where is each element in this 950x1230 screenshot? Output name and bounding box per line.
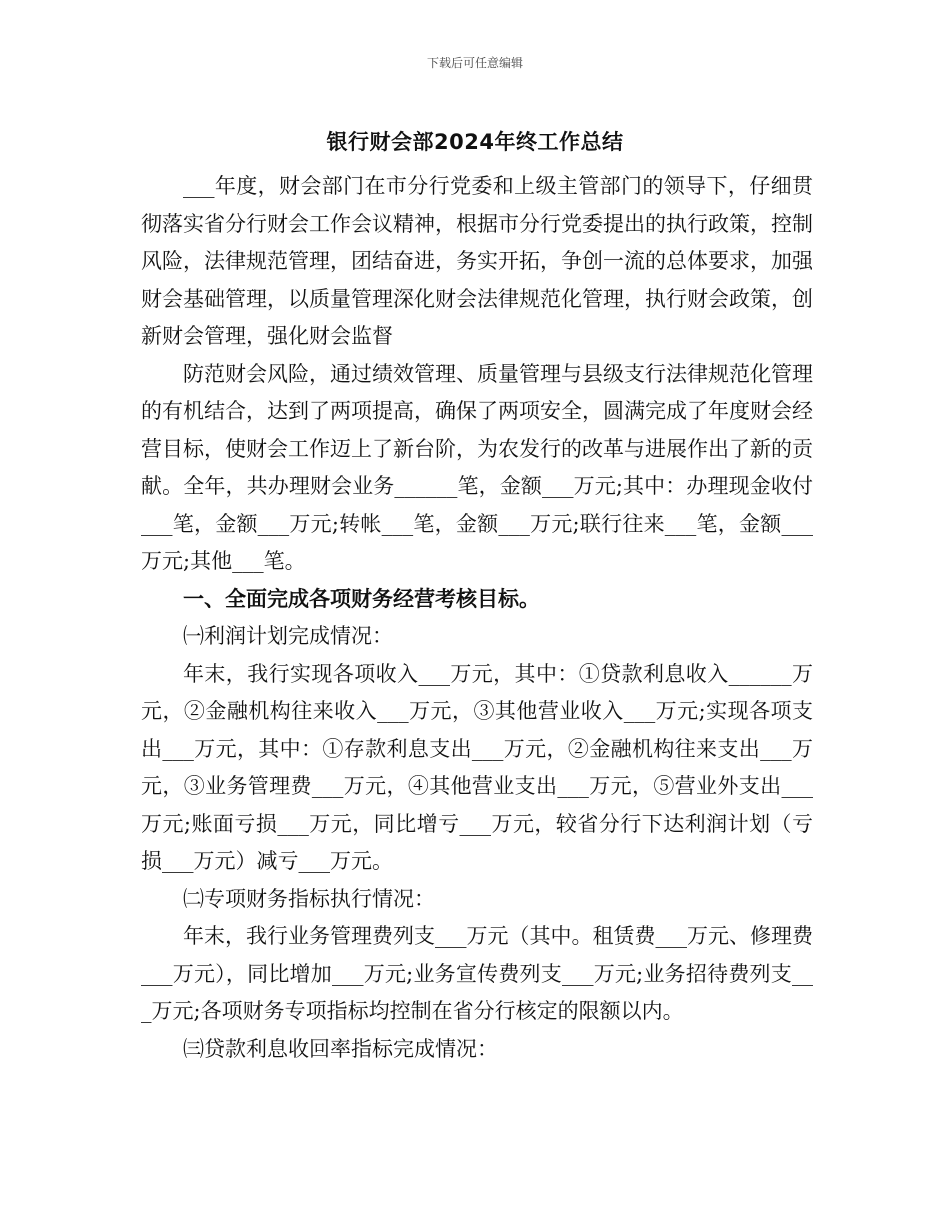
- subsection-heading-interest: ㈢贷款利息收回率指标完成情况：: [183, 1036, 498, 1061]
- subsection-heading-profit: ㈠利润计划完成情况：: [183, 624, 393, 648]
- section-heading: 一、全面完成各项财务经营考核目标。: [183, 586, 540, 611]
- paragraph-risk: 防范财会风险，通过绩效管理、质量管理与县级支行法律规范化管理的有机结合，达到了两项提高，确保了两项安全，圆满完成了年度财会经营目标，使财会工作迈上了新台阶，为农发行的改革与进展作出了新的贡献。全年，共办理财会业务______笔，金额___万元;其中：办理现金收付___笔，金额___万元;转帐___笔，金额___万元;联行往来___笔，金额___万元;其他___笔。: [141, 361, 813, 573]
- header-note: 下载后可任意编辑: [426, 56, 523, 70]
- paragraph-profit: 年末，我行实现各项收入___万元，其中：①贷款利息收入______万元，②金融机构往来收入___万元，③其他营业收入___万元;实现各项支出___万元，其中：①存款利息支出___万元，②金融机构往来支出___万元，③业务管理费___万元，④其他营业支出___万元，⑤营业外支出___万元;账面亏损___万元，同比增亏___万元，较省分行下达利润计划（亏损___万元）减亏___万元。: [141, 661, 813, 873]
- document-title: 银行财会部2024年终工作总结: [326, 130, 624, 154]
- paragraph-intro: ___年度，财会部门在市分行党委和上级主管部门的领导下，仔细贯彻落实省分行财会工作会议精神，根据市分行党委提出的执行政策，控制风险，法律规范管理，团结奋进，务实开拓，争创一流的总体要求，加强财会基础管理，以质量管理深化财会法律规范化管理，执行财会政策，创新财会管理，强化财会监督: [141, 174, 813, 348]
- subsection-heading-special: ㈡专项财务指标执行情况：: [183, 886, 435, 911]
- paragraph-special: 年末，我行业务管理费列支___万元（其中。租赁费___万元、修理费___万元），同比增加___万元;业务宣传费列支___万元;业务招待费列支___万元;各项财务专项指标均控制在省分行核定的限额以内。: [141, 924, 813, 1023]
- document-body: [141, 168, 813, 1068]
